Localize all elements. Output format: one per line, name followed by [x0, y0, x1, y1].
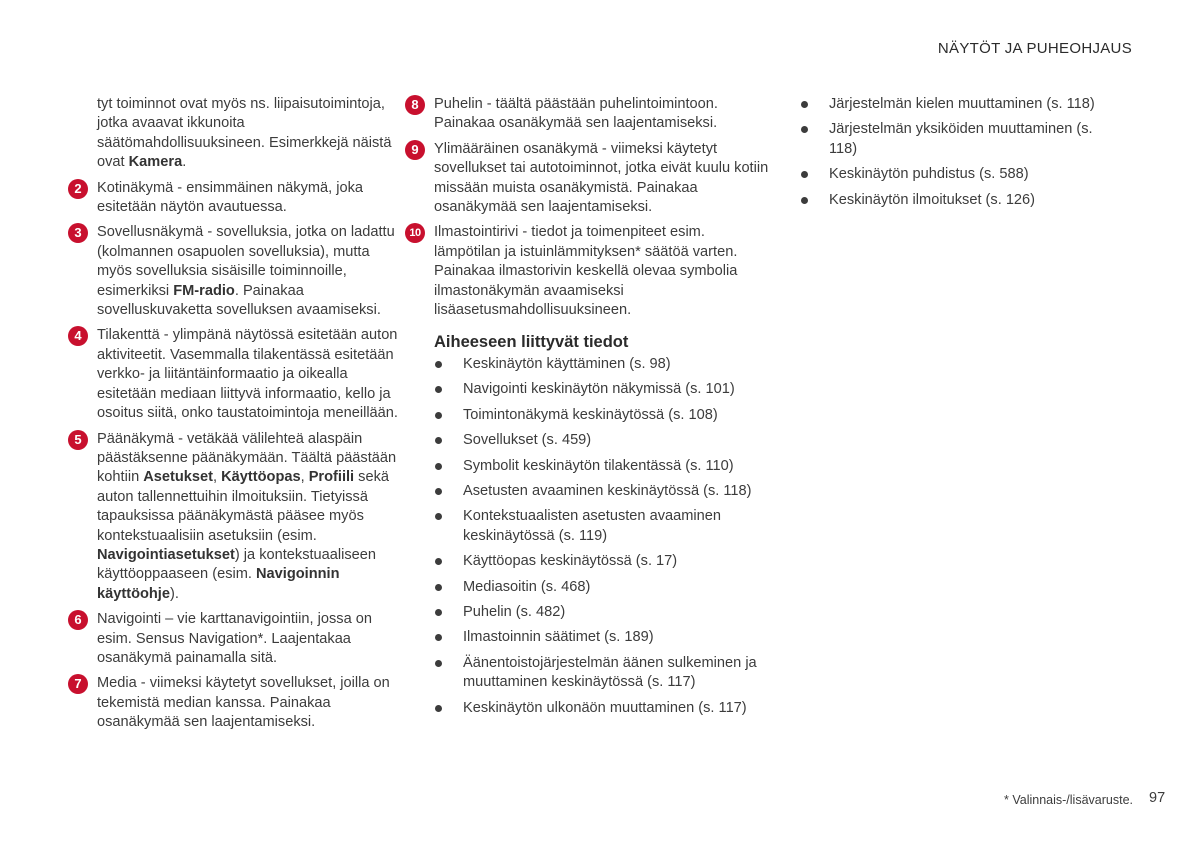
related-link[interactable]: [434, 482, 770, 501]
bullet-icon: [435, 660, 442, 667]
related-link[interactable]: [800, 165, 1120, 184]
related-link-text: Mediasoitin (s. 468): [463, 578, 591, 595]
page-number: 97: [1149, 790, 1166, 806]
related-link-text: Toimintonäkymä keskinäytössä (s. 108): [463, 406, 718, 423]
callout-number-icon: 5: [68, 430, 88, 450]
bullet-icon: [801, 101, 808, 108]
related-link-text: Sovellukset (s. 459): [463, 432, 592, 449]
callout-item-4: [74, 326, 402, 423]
callout-item-5: [74, 430, 402, 605]
related-link-text: Käyttöopas keskinäytössä (s. 17): [463, 553, 678, 570]
related-list: [434, 355, 770, 718]
callout-number-icon: 6: [68, 610, 88, 630]
related-link[interactable]: [800, 95, 1120, 114]
bullet-icon: [435, 463, 442, 470]
bullet-icon: [435, 361, 442, 368]
separator: ,: [300, 469, 309, 486]
keyword-kayttoopas: Käyttöopas: [221, 469, 301, 486]
callout-text: . Painakaa sovelluskuvaketta sovelluksen avaamiseksi.: [97, 282, 381, 319]
column-left: [74, 95, 402, 739]
callout-text: Puhelin - täältä päästään puhelintoimintoon. Painakaa osanäkymää sen laajentamiseksi.: [434, 96, 718, 132]
related-link-text: Järjestelmän yksiköiden muuttaminen (s. 118): [829, 121, 1093, 157]
callout-number-icon: 10: [405, 223, 425, 243]
callout-item-7: [74, 674, 402, 732]
bullet-icon: [801, 126, 808, 133]
related-list-continued: [800, 95, 1120, 210]
related-link[interactable]: [800, 191, 1120, 210]
callout-item-9: [411, 140, 770, 218]
related-link[interactable]: [434, 699, 770, 718]
callout-text: ).: [169, 585, 179, 602]
callout-number-icon: 2: [68, 179, 88, 199]
related-link-text: Asetusten avaaminen keskinäytössä (s. 118): [463, 482, 752, 499]
callout-item-10: [409, 223, 770, 320]
related-link[interactable]: [800, 120, 1120, 159]
related-link-text: Ilmastoinnin säätimet (s. 189): [463, 629, 654, 646]
related-link[interactable]: [434, 578, 770, 597]
bullet-icon: [801, 171, 808, 178]
keyword-asetukset: Asetukset: [143, 469, 214, 486]
related-link[interactable]: [434, 628, 770, 647]
bullet-icon: [435, 488, 442, 495]
callout-item-2: [74, 179, 402, 218]
callout-number-icon: 3: [68, 223, 88, 243]
callout-number-icon: 9: [405, 140, 425, 160]
related-link-text: Järjestelmän kielen muuttaminen (s. 118): [829, 96, 1095, 112]
bullet-icon: [435, 705, 442, 712]
related-link[interactable]: [434, 507, 770, 546]
callout-text: Media - viimeksi käytetyt sovellukset, joilla on tekemistä median kanssa. Painakaa osanäkymää sen laajentamiseksi.: [97, 675, 390, 731]
callout-number-icon: 8: [405, 95, 425, 115]
column-middle: [409, 95, 770, 724]
keyword-kamera: Kamera: [128, 154, 183, 171]
related-link-text: Navigointi keskinäytön näkymissä (s. 101): [463, 381, 735, 398]
related-link-text: Keskinäytön puhdistus (s. 588): [829, 166, 1029, 183]
separator: ,: [213, 469, 222, 486]
callout-text: Kotinäkymä - ensimmäinen näkymä, joka esitetään näytön avautuessa.: [97, 179, 364, 216]
related-link-text: Keskinäytön ilmoitukset (s. 126): [829, 191, 1036, 208]
related-title: Aiheeseen liittyvät tiedot: [434, 333, 629, 352]
callout-number-icon: 4: [68, 326, 88, 346]
related-link[interactable]: [434, 457, 770, 476]
related-link[interactable]: [434, 431, 770, 450]
callout-item-8: [411, 95, 770, 134]
bullet-icon: [435, 558, 442, 565]
bullet-icon: [801, 197, 808, 204]
keyword-fm-radio: FM-radio: [173, 282, 235, 299]
bullet-icon: [435, 634, 442, 641]
related-link[interactable]: [434, 406, 770, 425]
callout-text: Ylimääräinen osanäkymä - viimeksi käytetyt sovellukset tai autotoiminnot, jotka eivät kuulu kotiin missään muista osanäkymistä. Painakaa osanäkymää sen laajentamiseksi.: [434, 140, 769, 216]
keyword-navigoinnin-kayttoohje: Navigoinnin käyttöohje: [97, 566, 340, 602]
keyword-profiili: Profiili: [308, 469, 355, 486]
bullet-icon: [435, 584, 442, 591]
related-link[interactable]: [434, 380, 770, 399]
bullet-icon: [435, 412, 442, 419]
callout-text: ) ja kontekstuaaliseen käyttöoppaaseen (esim.: [97, 546, 377, 583]
intro-end: .: [182, 154, 187, 171]
related-link-text: Keskinäytön käyttäminen (s. 98): [463, 355, 671, 372]
related-link[interactable]: [434, 552, 770, 571]
bullet-icon: [435, 513, 442, 520]
bullet-icon: [435, 437, 442, 444]
related-link[interactable]: [434, 603, 770, 622]
related-link-text: Puhelin (s. 482): [463, 603, 566, 620]
callout-text: sekä auton tallennettuihin ilmoituksiin. Tietyissä tapauksissa päänäkymästä pääsee myös kontekstuaalisiin asetuksiin (esim.: [97, 469, 389, 544]
keyword-navigointiasetukset: Navigointiasetukset: [97, 546, 235, 563]
related-link-text: Kontekstuaalisten asetusten avaaminen keskinäytössä (s. 119): [463, 508, 721, 544]
intro-text: tyt toiminnot ovat myös ns. liipaisutoimintoja, jotka avaavat ikkunoita säätömahdollisuuksineen. Esimerkkejä näistä ovat: [97, 96, 392, 171]
section-header: NÄYTÖT JA PUHEOHJAUS: [937, 40, 1132, 57]
callout-number-icon: 7: [68, 674, 88, 694]
related-link-text: Äänentoistojärjestelmän äänen sulkeminen ja muuttaminen keskinäytössä (s. 117): [463, 654, 757, 691]
bullet-icon: [435, 386, 442, 393]
callout-item-6: [74, 610, 402, 668]
related-link-text: Keskinäytön ulkonäön muuttaminen (s. 117): [463, 699, 747, 716]
related-link-text: Symbolit keskinäytön tilakentässä (s. 110): [463, 457, 734, 474]
callout-item-3: [74, 223, 402, 320]
related-link[interactable]: [434, 654, 770, 693]
callout-text: Ilmastointirivi - tiedot ja toimenpiteet esim. lämpötilan ja istuinlämmityksen* säätöä varten. Painakaa ilmastorivin keskellä olevaa symbolia ilmastonäkymän avaamiseksi lisäasetusmahdollisuuksineen.: [434, 224, 738, 319]
intro-paragraph: [97, 95, 402, 173]
callout-text: Päänäkymä - vetäkää välilehteä alaspäin päästäksenne päänäkymään. Täältä päästään kohtiin: [97, 430, 397, 486]
callout-text: Sovellusnäkymä - sovelluksia, jotka on ladattu (kolmannen osapuolen sovelluksia), mutta myös sovelluksia sisäisille toiminnoille, esimerkiksi: [97, 224, 395, 299]
callout-text: Navigointi – vie karttanavigointiin, jossa on esim. Sensus Navigation*. Laajentakaa osanäkymä painamalla sitä.: [97, 611, 373, 666]
column-right: [800, 95, 1120, 216]
footnote: * Valinnais-/lisävaruste.: [1004, 793, 1133, 807]
bullet-icon: [435, 609, 442, 616]
callout-text: Tilakenttä - ylimpänä näytössä esitetään auton aktiviteetit. Vasemmalla tilakentässä esitetään verkko- ja liitäntäinformaatio ja oikealla esitetään mediaan liittyvä informaatio, kello ja osoitus siitä, onko taustatoimintoja meneillään.: [97, 327, 398, 422]
related-link[interactable]: [434, 355, 770, 374]
